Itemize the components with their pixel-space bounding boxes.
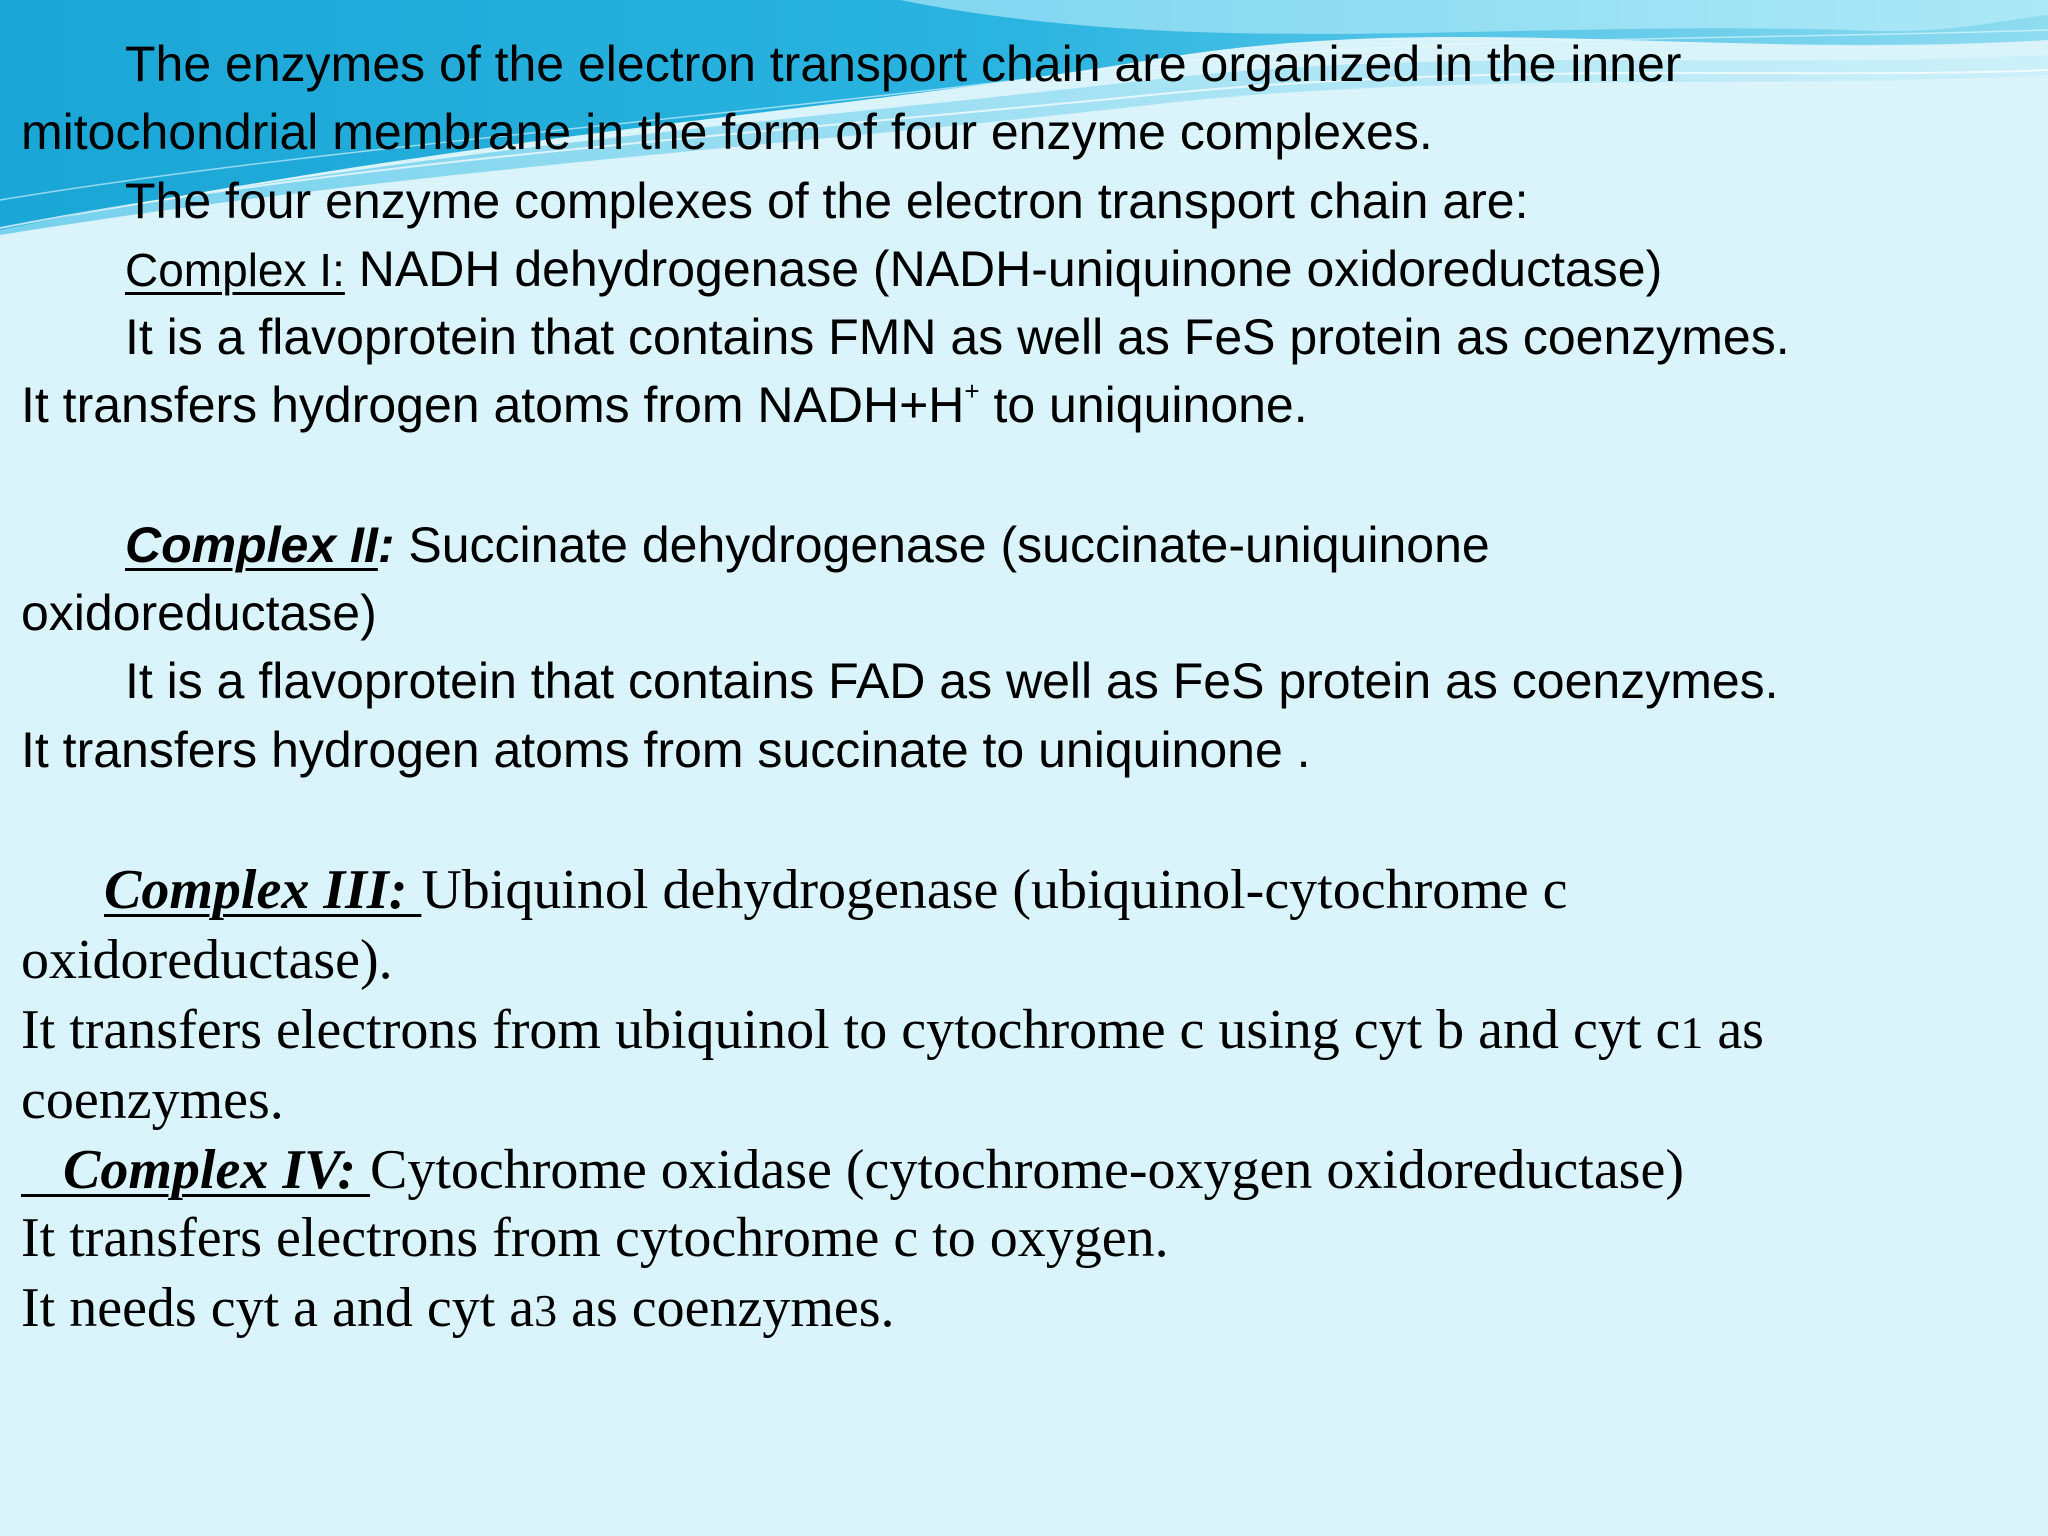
complex-1-label: Complex I: xyxy=(125,244,345,296)
complex-4-heading xyxy=(0,1139,1684,1201)
complex-1-desc-2: It transfers hydrogen atoms from NADH+H+ to uniquinone. xyxy=(21,376,1308,433)
complex-2-desc-2: It transfers hydrogen atoms from succinate to uniquinone . xyxy=(21,722,1311,778)
complex-4-desc-1: It transfers electrons from cytochrome c to oxygen. xyxy=(21,1207,1169,1269)
complex-2-desc-1: It is a flavoprotein that contains FAD as well as FeS protein as coenzymes. xyxy=(125,653,1779,709)
complex-1-desc-1: It is a flavoprotein that contains FMN as well as FeS protein as coenzymes. xyxy=(125,309,1790,365)
complex-4-desc-2: It needs cyt a and cyt a3 as coenzymes. xyxy=(21,1277,895,1339)
complex-4-label: Complex IV: xyxy=(63,1139,370,1201)
complex-3-heading xyxy=(0,859,1568,921)
complex-3-desc-2: coenzymes. xyxy=(21,1069,284,1131)
complex-3-name-cont: oxidoreductase). xyxy=(21,929,393,991)
complex-3-label: Complex III: xyxy=(104,859,422,921)
complex-2-name: Succinate dehydrogenase (succinate-uniquinone xyxy=(394,517,1490,573)
complex-2-heading: Complex II: Succinate dehydrogenase (succinate-uniquinone xyxy=(125,517,1490,573)
complex-2-name-cont: oxidoreductase) xyxy=(21,585,377,641)
intro-line-2: mitochondrial membrane in the form of four enzyme complexes. xyxy=(21,104,1433,160)
complex-4-name: Cytochrome oxidase (cytochrome-oxygen oxidoreductase) xyxy=(369,1139,1684,1201)
intro-line-3: The four enzyme complexes of the electron transport chain are: xyxy=(125,173,1529,229)
complex-1-heading xyxy=(0,241,1663,297)
complex-2-label: Complex II xyxy=(125,517,378,573)
complex-3-name: Ubiquinol dehydrogenase (ubiquinol-cytochrome c xyxy=(421,859,1568,921)
complex-1-name: NADH dehydrogenase (NADH-uniquinone oxidoreductase) xyxy=(344,241,1663,297)
complex-3-desc-1: It transfers electrons from ubiquinol to cytochrome c using cyt b and cyt c1 as xyxy=(21,999,1764,1061)
intro-line-1: The enzymes of the electron transport chain are organized in the inner xyxy=(125,36,1682,92)
